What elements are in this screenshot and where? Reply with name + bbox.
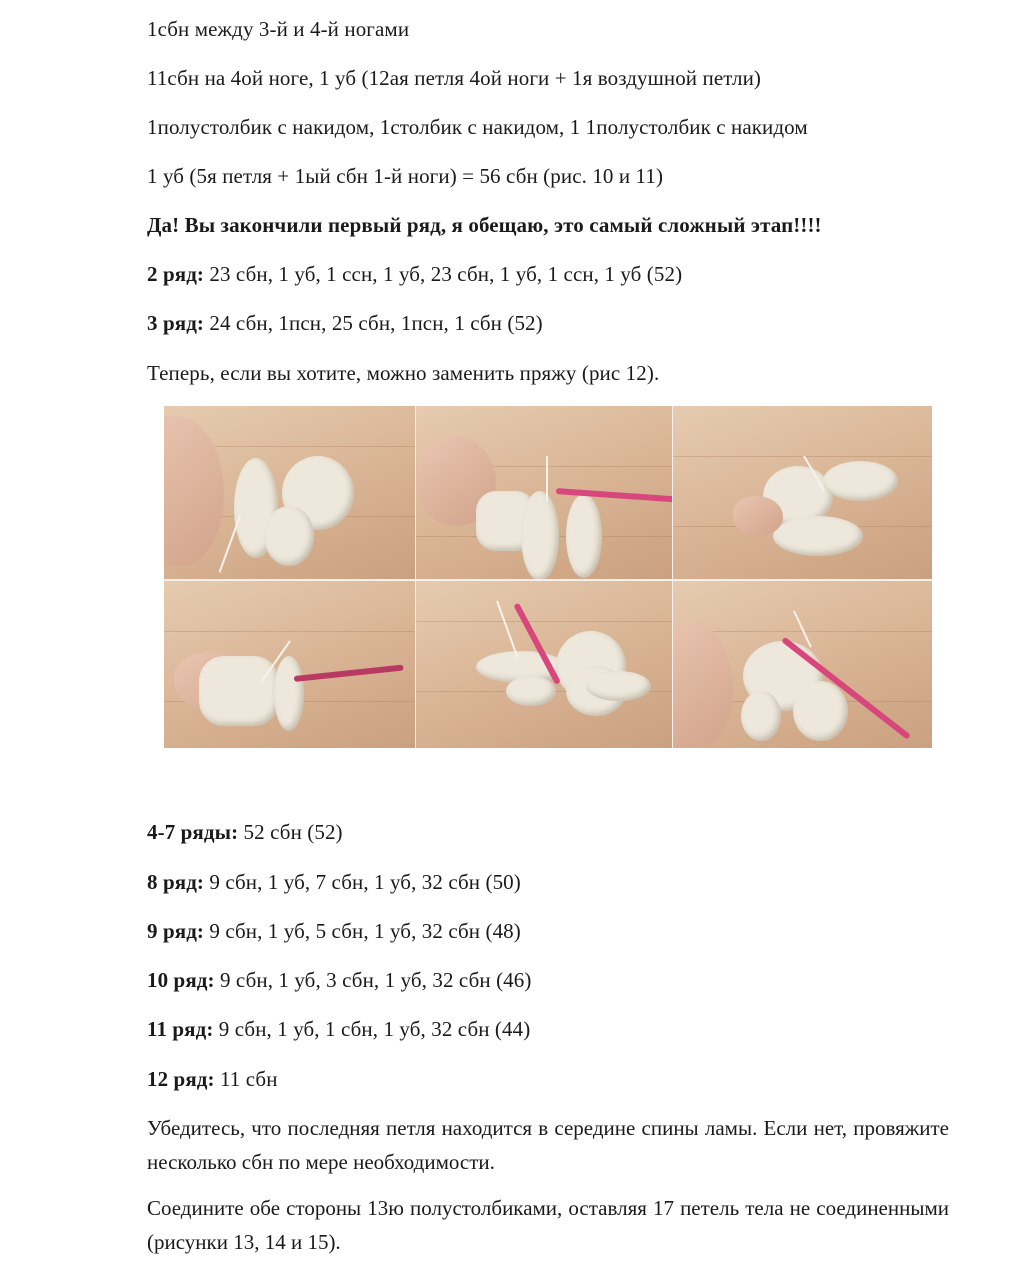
row-10-label: 10 ряд:	[147, 968, 215, 992]
photo-hand-holding-body	[673, 581, 932, 748]
row-2-label: 2 ряд:	[147, 262, 205, 286]
encouragement-line: Да! Вы закончили первый ряд, я обещаю, это самый сложный этап!!!!	[147, 213, 822, 237]
rows-4-7-text: 52 сбн (52)	[238, 820, 343, 844]
row-3-text: 24 сбн, 1псн, 25 сбн, 1псн, 1 сбн (52)	[204, 311, 543, 335]
photo-hand-holding-legs	[164, 406, 415, 579]
row-3	[147, 310, 543, 336]
row-12	[147, 1066, 278, 1092]
row-8-text: 9 сбн, 1 уб, 7 сбн, 1 уб, 32 сбн (50)	[204, 870, 521, 894]
row-11	[147, 1016, 530, 1042]
row-8	[147, 869, 521, 895]
row-3-label: 3 ряд:	[147, 311, 205, 335]
instruction-line-4: 1 уб (5я петля + 1ый сбн 1-й ноги) = 56 сбн (рис. 10 и 11)	[147, 164, 664, 188]
row-10-text: 9 сбн, 1 уб, 3 сбн, 1 уб, 32 сбн (46)	[214, 968, 532, 992]
row-8-label: 8 ряд:	[147, 870, 205, 894]
row-10	[147, 967, 531, 993]
photo-legs-joined	[673, 406, 932, 579]
row-2	[147, 261, 682, 287]
photo-hand-with-hook	[164, 581, 415, 748]
row-9-label: 9 ряд:	[147, 919, 205, 943]
photo-hook-with-legs	[416, 406, 672, 579]
row-9-text: 9 сбн, 1 уб, 5 сбн, 1 уб, 32 сбн (48)	[204, 919, 521, 943]
rows-4-7-label: 4-7 ряды:	[147, 820, 239, 844]
check-loop-paragraph: Убедитесь, что последняя петля находится в середине спины ламы. Если нет, провяжите несколько сбн по мере необходимости.	[147, 1116, 949, 1174]
row-12-label: 12 ряд:	[147, 1067, 215, 1091]
instruction-line-1: 1сбн между 3-й и 4-й ногами	[147, 17, 410, 41]
join-sides-paragraph: Соедините обе стороны 13ю полустолбиками, оставляя 17 петель тела не соединенными (рисунки 13, 14 и 15).	[147, 1196, 949, 1254]
photo-body-with-hook	[416, 581, 672, 748]
row-2-text: 23 сбн, 1 уб, 1 ссн, 1 уб, 23 сбн, 1 уб, 1 ссн, 1 уб (52)	[204, 262, 683, 286]
row-11-label: 11 ряд:	[147, 1017, 214, 1041]
row-11-text: 9 сбн, 1 уб, 1 сбн, 1 уб, 32 сбн (44)	[213, 1017, 531, 1041]
photo-grid	[164, 406, 932, 748]
row-12-text: 11 сбн	[214, 1067, 278, 1091]
row-9	[147, 918, 521, 944]
instruction-line-3: 1полустолбик с накидом, 1столбик с накидом, 1 1полустолбик с накидом	[147, 115, 808, 139]
rows-4-7	[147, 819, 343, 845]
instruction-line-2: 11сбн на 4ой ноге, 1 уб (12ая петля 4ой ноги + 1я воздушной петли)	[147, 66, 762, 90]
yarn-change-note: Теперь, если вы хотите, можно заменить пряжу (рис 12).	[147, 361, 660, 385]
